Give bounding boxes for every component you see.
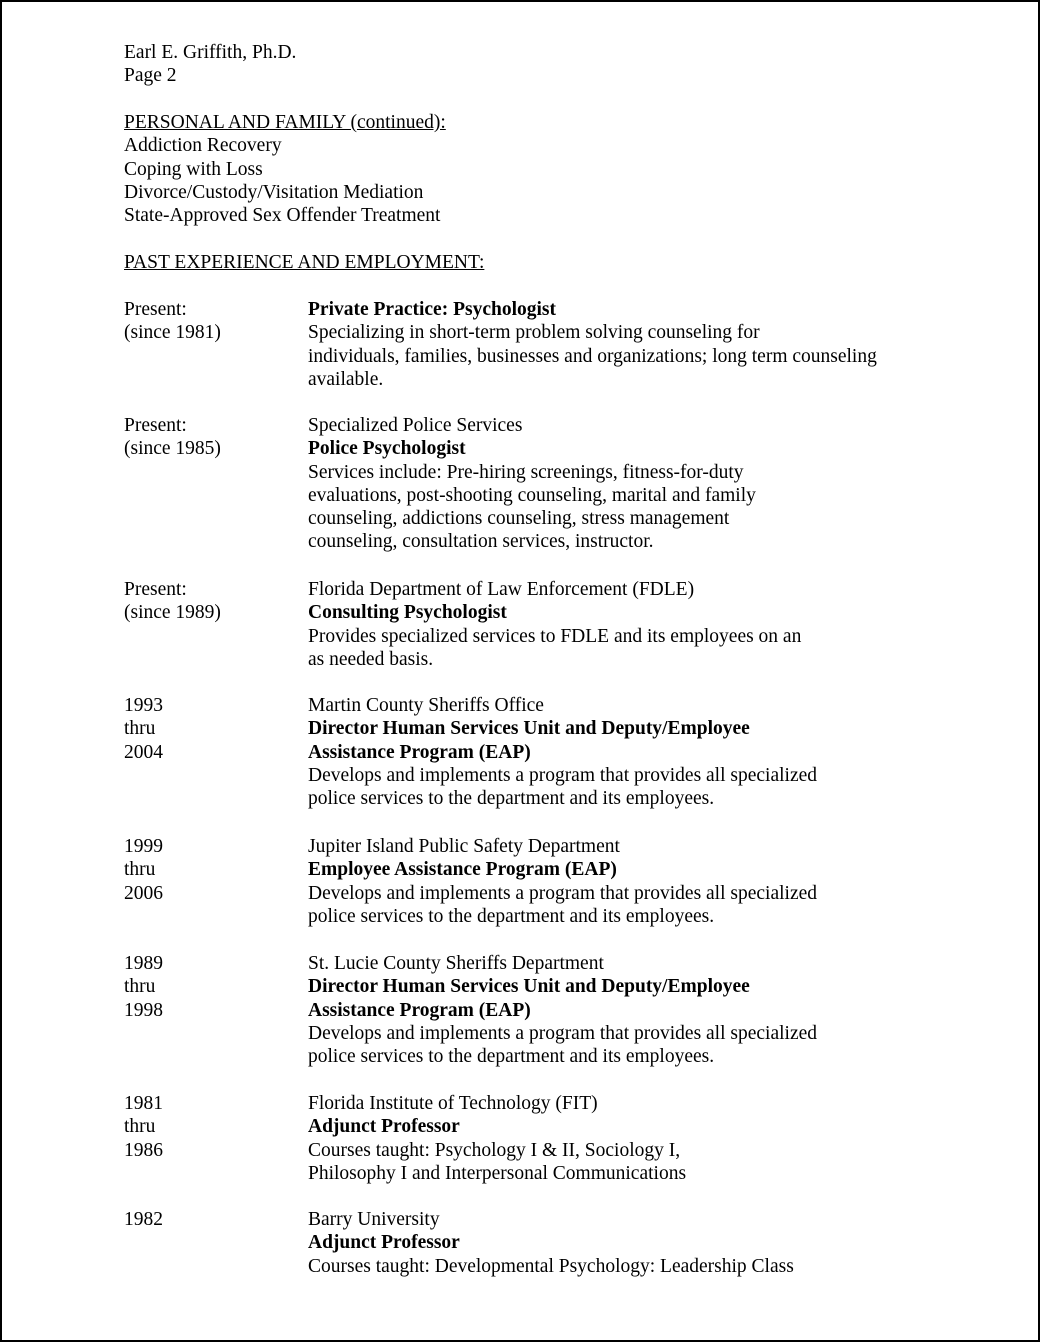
entry-description: police services to the department and its employees. [308, 1046, 715, 1068]
employer-name: Florida Department of Law Enforcement (FDLE) [308, 579, 695, 600]
entry-description: police services to the department and its employees. [308, 788, 715, 810]
entry-description: Specializing in short-term problem solving counseling for [308, 322, 760, 344]
entry-description: as needed basis. [308, 648, 434, 670]
page-number: Page 2 [124, 65, 177, 87]
date-line: 1999 [124, 836, 163, 857]
entry-description: individuals, families, businesses and organizations; long term counseling [308, 345, 877, 367]
entry-dates [124, 1208, 304, 1231]
entry-description: Philosophy I and Interpersonal Communications [308, 1162, 687, 1184]
entry-description: Services include: Pre-hiring screenings, fitness-for-duty [308, 461, 744, 483]
entry-details [308, 694, 928, 810]
date-line: thru [124, 718, 156, 740]
job-title: Employee Assistance Program (EAP) [308, 859, 617, 881]
section-heading-personal: PERSONAL AND FAMILY (continued): [124, 112, 446, 133]
job-title: Assistance Program (EAP) [308, 741, 531, 763]
date-line: 1989 [124, 953, 163, 974]
job-title: Assistance Program (EAP) [308, 999, 531, 1021]
date-line: thru [124, 1116, 156, 1138]
employer-name: Specialized Police Services [308, 415, 523, 436]
job-title: Police Psychologist [308, 438, 466, 460]
date-line: 2004 [124, 741, 163, 763]
job-title: Private Practice: Psychologist [308, 299, 556, 320]
entry-description: Provides specialized services to FDLE and its employees on an [308, 625, 802, 647]
entry-dates [124, 835, 304, 905]
entry-dates [124, 694, 304, 764]
entry-details [308, 1208, 928, 1278]
job-title: Adjunct Professor [308, 1116, 460, 1138]
employer-name: Martin County Sheriffs Office [308, 695, 544, 716]
list-item: Divorce/Custody/Visitation Mediation [124, 181, 424, 203]
entry-description: police services to the department and its employees. [308, 905, 715, 927]
entry-description: Courses taught: Developmental Psychology: Leadership Class [308, 1255, 794, 1277]
date-line: (since 1985) [124, 438, 221, 460]
job-title: Director Human Services Unit and Deputy/Employee [308, 976, 750, 998]
entry-description: Develops and implements a program that provides all specialized [308, 764, 818, 786]
list-item: Addiction Recovery [124, 135, 282, 157]
section-heading-experience: PAST EXPERIENCE AND EMPLOYMENT: [124, 252, 485, 273]
date-line: Present: [124, 579, 187, 600]
personal-family-section [124, 111, 446, 227]
date-line: 2006 [124, 882, 163, 904]
job-title: Adjunct Professor [308, 1232, 460, 1254]
employer-name: St. Lucie County Sheriffs Department [308, 953, 604, 974]
entry-details [308, 414, 928, 554]
entry-description: counseling, consultation services, instructor. [308, 531, 654, 553]
entry-details [308, 952, 928, 1068]
entry-details [308, 298, 928, 391]
experience-section [124, 251, 484, 274]
entry-description: Develops and implements a program that provides all specialized [308, 882, 818, 904]
entry-dates [124, 578, 304, 625]
job-title: Director Human Services Unit and Deputy/Employee [308, 718, 750, 740]
entry-dates [124, 1092, 304, 1162]
author-name: Earl E. Griffith, Ph.D. [124, 42, 297, 63]
entry-details [308, 578, 928, 671]
list-item: Coping with Loss [124, 158, 263, 180]
job-title: Consulting Psychologist [308, 602, 507, 624]
page-header [124, 41, 296, 88]
date-line: 1998 [124, 999, 163, 1021]
date-line: Present: [124, 299, 187, 320]
entry-details [308, 835, 928, 928]
date-line: (since 1989) [124, 602, 221, 624]
date-line: 1993 [124, 695, 163, 716]
entry-description: available. [308, 368, 384, 390]
entry-description: counseling, addictions counseling, stress management [308, 508, 730, 530]
employer-name: Jupiter Island Public Safety Department [308, 836, 620, 857]
entry-details [308, 1092, 928, 1185]
employer-name: Florida Institute of Technology (FIT) [308, 1093, 598, 1114]
date-line: (since 1981) [124, 322, 221, 344]
date-line: 1986 [124, 1139, 163, 1161]
date-line: 1982 [124, 1209, 163, 1230]
entry-description: Courses taught: Psychology I & II, Sociology I, [308, 1139, 681, 1161]
date-line: 1981 [124, 1093, 163, 1114]
date-line: thru [124, 976, 156, 998]
list-item: State-Approved Sex Offender Treatment [124, 205, 441, 227]
employer-name: Barry University [308, 1209, 440, 1230]
entry-dates [124, 414, 304, 461]
date-line: thru [124, 859, 156, 881]
date-line: Present: [124, 415, 187, 436]
entry-dates [124, 298, 304, 345]
entry-description: Develops and implements a program that provides all specialized [308, 1022, 818, 1044]
entry-description: evaluations, post-shooting counseling, marital and family [308, 484, 756, 506]
entry-dates [124, 952, 304, 1022]
